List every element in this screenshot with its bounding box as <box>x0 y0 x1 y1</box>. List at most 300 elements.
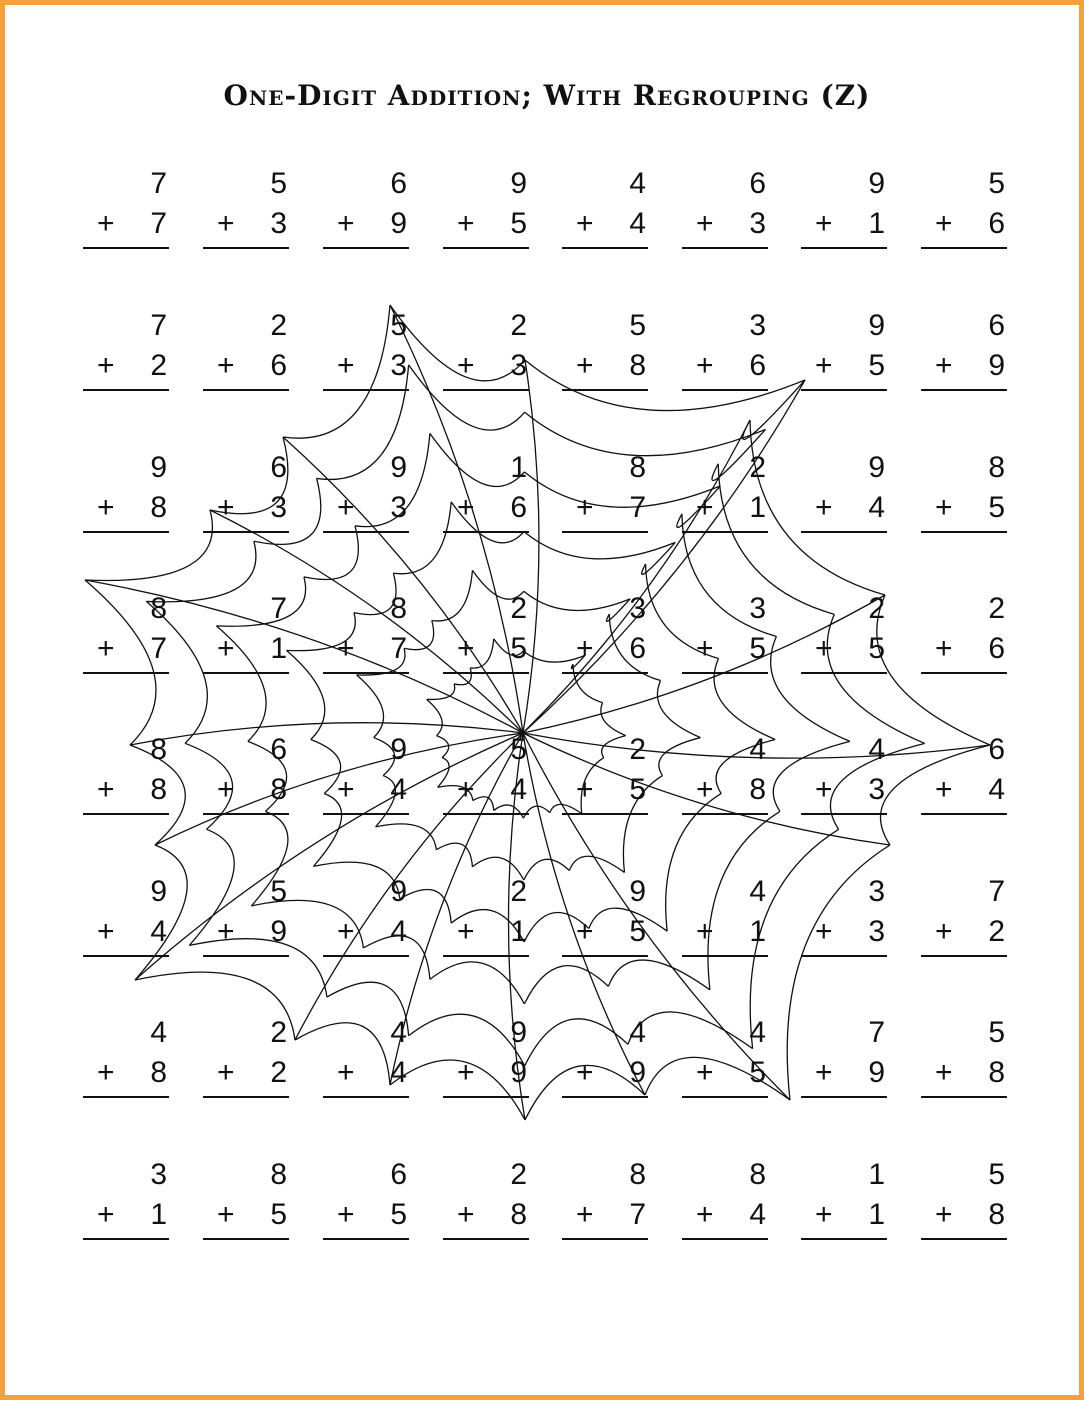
addition-problem <box>323 875 409 965</box>
top-addend: 2 <box>510 592 527 625</box>
addition-problem <box>323 733 409 823</box>
addition-problem <box>921 875 1007 965</box>
plus-sign: + <box>457 349 475 382</box>
addition-problem <box>682 309 768 399</box>
answer-line <box>443 389 529 391</box>
addition-problem <box>921 167 1007 257</box>
answer-line <box>562 531 648 533</box>
top-addend: 3 <box>868 875 885 908</box>
bottom-addend: 5 <box>390 1198 407 1231</box>
addition-problem <box>443 1016 529 1106</box>
answer-line <box>323 672 409 674</box>
plus-sign: + <box>217 915 235 948</box>
bottom-addend: 9 <box>629 1056 646 1089</box>
bottom-addend: 3 <box>270 491 287 524</box>
bottom-addend: 5 <box>749 1056 766 1089</box>
bottom-addend: 8 <box>270 773 287 806</box>
bottom-addend: 4 <box>510 773 527 806</box>
addition-problem <box>443 309 529 399</box>
top-addend: 3 <box>749 592 766 625</box>
plus-sign: + <box>457 1056 475 1089</box>
plus-sign: + <box>696 1198 714 1231</box>
bottom-addend: 1 <box>270 632 287 665</box>
answer-line <box>323 1096 409 1098</box>
bottom-addend: 7 <box>390 632 407 665</box>
bottom-addend: 9 <box>510 1056 527 1089</box>
addition-problem <box>921 733 1007 823</box>
bottom-addend: 2 <box>270 1056 287 1089</box>
addition-problem <box>921 1016 1007 1106</box>
plus-sign: + <box>457 1198 475 1231</box>
addition-problem <box>801 875 887 965</box>
plus-sign: + <box>97 491 115 524</box>
top-addend: 6 <box>390 1158 407 1191</box>
bottom-addend: 6 <box>988 207 1005 240</box>
plus-sign: + <box>815 1198 833 1231</box>
top-addend: 6 <box>749 167 766 200</box>
plus-sign: + <box>97 1198 115 1231</box>
answer-line <box>562 247 648 249</box>
top-addend: 9 <box>510 167 527 200</box>
top-addend: 2 <box>868 592 885 625</box>
addition-problem <box>443 451 529 541</box>
plus-sign: + <box>935 632 953 665</box>
addition-problem <box>562 309 648 399</box>
top-addend: 8 <box>988 451 1005 484</box>
top-addend: 4 <box>868 733 885 766</box>
addition-problem <box>83 167 169 257</box>
top-addend: 9 <box>390 733 407 766</box>
addition-problem <box>323 592 409 682</box>
top-addend: 5 <box>988 167 1005 200</box>
addition-problem <box>801 1158 887 1248</box>
plus-sign: + <box>935 915 953 948</box>
plus-sign: + <box>576 491 594 524</box>
top-addend: 9 <box>390 451 407 484</box>
addition-problem <box>921 1158 1007 1248</box>
plus-sign: + <box>576 773 594 806</box>
plus-sign: + <box>337 632 355 665</box>
addition-problem <box>801 309 887 399</box>
bottom-addend: 2 <box>988 915 1005 948</box>
bottom-addend: 1 <box>868 207 885 240</box>
bottom-addend: 8 <box>629 349 646 382</box>
answer-line <box>203 531 289 533</box>
bottom-addend: 4 <box>390 1056 407 1089</box>
bottom-addend: 5 <box>868 349 885 382</box>
answer-line <box>801 531 887 533</box>
addition-problem <box>682 167 768 257</box>
answer-line <box>682 813 768 815</box>
plus-sign: + <box>337 1198 355 1231</box>
answer-line <box>323 389 409 391</box>
plus-sign: + <box>576 349 594 382</box>
bottom-addend: 5 <box>270 1198 287 1231</box>
bottom-addend: 7 <box>150 632 167 665</box>
top-addend: 4 <box>390 1016 407 1049</box>
addition-problem <box>203 309 289 399</box>
answer-line <box>801 247 887 249</box>
answer-line <box>323 955 409 957</box>
addition-problem <box>443 875 529 965</box>
plus-sign: + <box>815 632 833 665</box>
top-addend: 1 <box>510 451 527 484</box>
addition-problem <box>562 1016 648 1106</box>
top-addend: 7 <box>270 592 287 625</box>
top-addend: 8 <box>270 1158 287 1191</box>
bottom-addend: 4 <box>150 915 167 948</box>
top-addend: 3 <box>749 309 766 342</box>
answer-line <box>83 531 169 533</box>
answer-line <box>801 1238 887 1240</box>
answer-line <box>443 672 529 674</box>
answer-line <box>203 813 289 815</box>
plus-sign: + <box>457 491 475 524</box>
addition-problem <box>443 733 529 823</box>
answer-line <box>921 1238 1007 1240</box>
bottom-addend: 9 <box>988 349 1005 382</box>
addition-problem <box>83 733 169 823</box>
top-addend: 9 <box>150 875 167 908</box>
top-addend: 2 <box>510 875 527 908</box>
top-addend: 2 <box>270 309 287 342</box>
answer-line <box>323 813 409 815</box>
answer-line <box>443 531 529 533</box>
plus-sign: + <box>696 1056 714 1089</box>
addition-problem <box>801 733 887 823</box>
bottom-addend: 6 <box>749 349 766 382</box>
plus-sign: + <box>696 207 714 240</box>
bottom-addend: 3 <box>868 773 885 806</box>
plus-sign: + <box>97 207 115 240</box>
bottom-addend: 1 <box>749 915 766 948</box>
plus-sign: + <box>935 349 953 382</box>
answer-line <box>682 1238 768 1240</box>
plus-sign: + <box>97 632 115 665</box>
addition-problem <box>562 1158 648 1248</box>
plus-sign: + <box>696 349 714 382</box>
top-addend: 4 <box>749 875 766 908</box>
plus-sign: + <box>337 773 355 806</box>
answer-line <box>443 813 529 815</box>
addition-problem <box>203 451 289 541</box>
addition-problem <box>682 592 768 682</box>
bottom-addend: 4 <box>749 1198 766 1231</box>
top-addend: 2 <box>749 451 766 484</box>
problem-grid <box>5 5 1084 1405</box>
plus-sign: + <box>935 207 953 240</box>
bottom-addend: 9 <box>390 207 407 240</box>
addition-problem <box>562 592 648 682</box>
plus-sign: + <box>696 773 714 806</box>
addition-problem <box>83 451 169 541</box>
answer-line <box>921 1096 1007 1098</box>
plus-sign: + <box>337 491 355 524</box>
top-addend: 5 <box>988 1016 1005 1049</box>
plus-sign: + <box>576 1198 594 1231</box>
bottom-addend: 8 <box>988 1198 1005 1231</box>
answer-line <box>562 1238 648 1240</box>
worksheet-title: One-Digit Addition; With Regrouping (Z) <box>223 79 871 112</box>
plus-sign: + <box>337 1056 355 1089</box>
answer-line <box>323 531 409 533</box>
plus-sign: + <box>815 915 833 948</box>
answer-line <box>921 955 1007 957</box>
plus-sign: + <box>815 1056 833 1089</box>
top-addend: 2 <box>510 1158 527 1191</box>
top-addend: 2 <box>270 1016 287 1049</box>
bottom-addend: 8 <box>510 1198 527 1231</box>
bottom-addend: 3 <box>510 349 527 382</box>
top-addend: 7 <box>150 309 167 342</box>
top-addend: 5 <box>988 1158 1005 1191</box>
top-addend: 2 <box>510 309 527 342</box>
addition-problem <box>562 451 648 541</box>
bottom-addend: 9 <box>868 1056 885 1089</box>
addition-problem <box>682 1016 768 1106</box>
plus-sign: + <box>457 207 475 240</box>
top-addend: 9 <box>150 451 167 484</box>
bottom-addend: 2 <box>150 349 167 382</box>
top-addend: 5 <box>270 875 287 908</box>
bottom-addend: 5 <box>510 632 527 665</box>
bottom-addend: 7 <box>150 207 167 240</box>
addition-problem <box>83 592 169 682</box>
answer-line <box>921 389 1007 391</box>
addition-problem <box>801 167 887 257</box>
bottom-addend: 4 <box>390 915 407 948</box>
bottom-addend: 1 <box>510 915 527 948</box>
plus-sign: + <box>457 915 475 948</box>
answer-line <box>562 1096 648 1098</box>
answer-line <box>682 247 768 249</box>
addition-problem <box>921 592 1007 682</box>
answer-line <box>83 672 169 674</box>
plus-sign: + <box>337 207 355 240</box>
plus-sign: + <box>217 1056 235 1089</box>
answer-line <box>562 955 648 957</box>
answer-line <box>443 247 529 249</box>
answer-line <box>801 672 887 674</box>
top-addend: 8 <box>150 733 167 766</box>
top-addend: 4 <box>749 1016 766 1049</box>
plus-sign: + <box>935 1056 953 1089</box>
top-addend: 9 <box>868 167 885 200</box>
top-addend: 1 <box>868 1158 885 1191</box>
answer-line <box>83 247 169 249</box>
top-addend: 8 <box>390 592 407 625</box>
top-addend: 5 <box>270 167 287 200</box>
plus-sign: + <box>576 1056 594 1089</box>
answer-line <box>682 955 768 957</box>
bottom-addend: 8 <box>150 773 167 806</box>
top-addend: 6 <box>390 167 407 200</box>
top-addend: 9 <box>390 875 407 908</box>
answer-line <box>203 247 289 249</box>
top-addend: 4 <box>150 1016 167 1049</box>
addition-problem <box>203 592 289 682</box>
answer-line <box>203 389 289 391</box>
addition-problem <box>682 1158 768 1248</box>
bottom-addend: 4 <box>868 491 885 524</box>
addition-problem <box>83 309 169 399</box>
top-addend: 6 <box>270 451 287 484</box>
addition-problem <box>562 875 648 965</box>
plus-sign: + <box>217 773 235 806</box>
answer-line <box>323 247 409 249</box>
plus-sign: + <box>457 773 475 806</box>
answer-line <box>83 1096 169 1098</box>
bottom-addend: 1 <box>150 1198 167 1231</box>
bottom-addend: 9 <box>270 915 287 948</box>
plus-sign: + <box>815 773 833 806</box>
answer-line <box>682 672 768 674</box>
answer-line <box>562 672 648 674</box>
plus-sign: + <box>576 915 594 948</box>
top-addend: 7 <box>868 1016 885 1049</box>
addition-problem <box>443 167 529 257</box>
answer-line <box>203 955 289 957</box>
top-addend: 2 <box>988 592 1005 625</box>
addition-problem <box>682 451 768 541</box>
bottom-addend: 8 <box>150 1056 167 1089</box>
top-addend: 7 <box>150 167 167 200</box>
top-addend: 4 <box>629 167 646 200</box>
bottom-addend: 5 <box>988 491 1005 524</box>
plus-sign: + <box>217 207 235 240</box>
top-addend: 2 <box>629 733 646 766</box>
plus-sign: + <box>97 349 115 382</box>
answer-line <box>203 1096 289 1098</box>
bottom-addend: 5 <box>510 207 527 240</box>
answer-line <box>801 389 887 391</box>
bottom-addend: 3 <box>868 915 885 948</box>
addition-problem <box>921 451 1007 541</box>
bottom-addend: 8 <box>749 773 766 806</box>
answer-line <box>443 955 529 957</box>
answer-line <box>921 672 1007 674</box>
plus-sign: + <box>935 491 953 524</box>
answer-line <box>682 1096 768 1098</box>
bottom-addend: 3 <box>749 207 766 240</box>
top-addend: 8 <box>150 592 167 625</box>
answer-line <box>83 955 169 957</box>
top-addend: 6 <box>988 309 1005 342</box>
plus-sign: + <box>217 349 235 382</box>
plus-sign: + <box>576 207 594 240</box>
plus-sign: + <box>217 1198 235 1231</box>
plus-sign: + <box>696 632 714 665</box>
bottom-addend: 1 <box>868 1198 885 1231</box>
top-addend: 5 <box>390 309 407 342</box>
addition-problem <box>682 875 768 965</box>
addition-problem <box>323 1158 409 1248</box>
addition-problem <box>83 1158 169 1248</box>
plus-sign: + <box>576 632 594 665</box>
answer-line <box>801 813 887 815</box>
plus-sign: + <box>696 491 714 524</box>
plus-sign: + <box>97 1056 115 1089</box>
answer-line <box>323 1238 409 1240</box>
plus-sign: + <box>935 1198 953 1231</box>
answer-line <box>801 955 887 957</box>
top-addend: 6 <box>270 733 287 766</box>
top-addend: 5 <box>629 309 646 342</box>
top-addend: 9 <box>510 1016 527 1049</box>
bottom-addend: 6 <box>270 349 287 382</box>
addition-problem <box>323 167 409 257</box>
addition-problem <box>83 875 169 965</box>
bottom-addend: 8 <box>988 1056 1005 1089</box>
addition-problem <box>203 167 289 257</box>
top-addend: 9 <box>868 451 885 484</box>
top-addend: 7 <box>988 875 1005 908</box>
top-addend: 8 <box>629 1158 646 1191</box>
bottom-addend: 5 <box>749 632 766 665</box>
answer-line <box>682 389 768 391</box>
top-addend: 8 <box>629 451 646 484</box>
answer-line <box>443 1238 529 1240</box>
plus-sign: + <box>217 632 235 665</box>
bottom-addend: 5 <box>629 915 646 948</box>
bottom-addend: 6 <box>629 632 646 665</box>
addition-problem <box>801 592 887 682</box>
plus-sign: + <box>97 773 115 806</box>
plus-sign: + <box>815 207 833 240</box>
addition-problem <box>203 1016 289 1106</box>
top-addend: 3 <box>629 592 646 625</box>
plus-sign: + <box>696 915 714 948</box>
plus-sign: + <box>935 773 953 806</box>
addition-problem <box>323 309 409 399</box>
answer-line <box>921 813 1007 815</box>
addition-problem <box>323 1016 409 1106</box>
addition-problem <box>323 451 409 541</box>
answer-line <box>83 389 169 391</box>
plus-sign: + <box>337 349 355 382</box>
addition-problem <box>562 733 648 823</box>
answer-line <box>443 1096 529 1098</box>
bottom-addend: 1 <box>749 491 766 524</box>
top-addend: 8 <box>749 1158 766 1191</box>
plus-sign: + <box>337 915 355 948</box>
plus-sign: + <box>815 349 833 382</box>
plus-sign: + <box>815 491 833 524</box>
answer-line <box>562 813 648 815</box>
bottom-addend: 3 <box>270 207 287 240</box>
answer-line <box>203 672 289 674</box>
bottom-addend: 3 <box>390 349 407 382</box>
addition-problem <box>203 1158 289 1248</box>
top-addend: 9 <box>629 875 646 908</box>
bottom-addend: 4 <box>988 773 1005 806</box>
bottom-addend: 5 <box>868 632 885 665</box>
addition-problem <box>203 875 289 965</box>
addition-problem <box>443 1158 529 1248</box>
addition-problem <box>443 592 529 682</box>
addition-problem <box>203 733 289 823</box>
plus-sign: + <box>457 632 475 665</box>
addition-problem <box>921 309 1007 399</box>
answer-line <box>562 389 648 391</box>
top-addend: 4 <box>749 733 766 766</box>
bottom-addend: 8 <box>150 491 167 524</box>
plus-sign: + <box>97 915 115 948</box>
top-addend: 4 <box>629 1016 646 1049</box>
answer-line <box>801 1096 887 1098</box>
top-addend: 5 <box>510 733 527 766</box>
bottom-addend: 4 <box>629 207 646 240</box>
